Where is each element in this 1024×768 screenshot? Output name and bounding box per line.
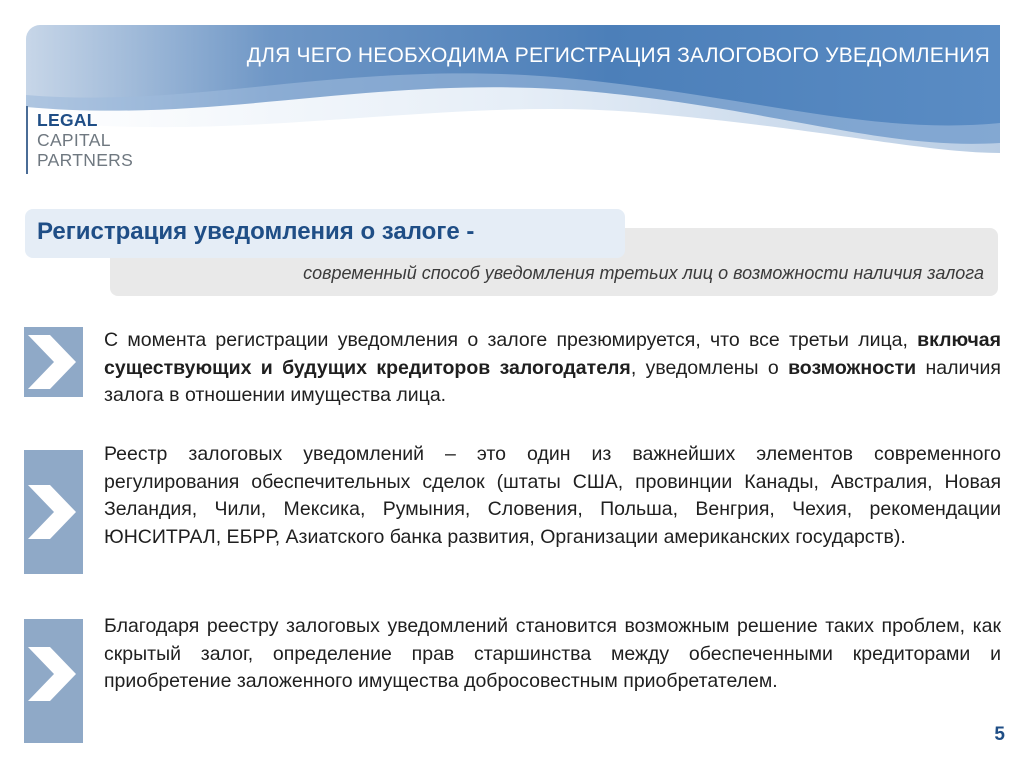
bullet-text-1: [104, 327, 1001, 410]
bullet-marker-1: [24, 327, 83, 397]
bullet-1-bold-creditors: включая существующих и будущих кредиторов залогодателя: [104, 329, 1001, 379]
chevron-right-icon: [24, 450, 83, 574]
section-tagline: современный способ уведомления третьих лиц о возможности наличия залога: [303, 263, 984, 283]
bullet-text-2: Реестр залоговых уведомлений – это один из важнейших элементов современного регулирования обеспечительных сделок (штаты США, провинции Канады, Австралия, Новая Зеландия, Чили, Мексика, Румыния, Словения, Польша, Венгрия, Чехия, рекомендации ЮНСИТРАЛ, ЕБРР, Азиатского банка развития, Организации американских государств).: [104, 443, 1001, 548]
logo-line-partners: PARTNERS: [37, 150, 134, 170]
logo-line-legal: LEGAL: [37, 110, 98, 130]
chevron-right-icon: [24, 619, 83, 743]
logo-line-capital: CAPITAL: [37, 130, 111, 150]
section-heading: Регистрация уведомления о залоге -: [37, 218, 475, 245]
bullet-marker-2: [24, 450, 83, 574]
slide-title: ДЛЯ ЧЕГО НЕОБХОДИМА РЕГИСТРАЦИЯ ЗАЛОГОВОГО УВЕДОМЛЕНИЯ: [246, 44, 990, 67]
bullet-marker-3: [24, 619, 83, 743]
bullet-1-text-part1: С момента регистрации уведомления о залоге презюмируется, что все третьи лица,: [104, 329, 918, 351]
chevron-right-icon: [24, 327, 83, 397]
bullet-text-3: Благодаря реестру залоговых уведомлений становится возможным решение таких проблем, как скрытый залог, определение прав старшинства между обеспеченными кредиторами и приобретение заложенного имущества добросовестным приобретателем.: [104, 615, 1001, 692]
bullet-1-bold-possibility: возможности: [788, 356, 917, 379]
bullet-1-text-part2: , уведомлены о: [630, 356, 789, 379]
bullet-1-text-part3: наличия залога в отношении имущества лица.: [104, 356, 1001, 406]
company-logo: [26, 106, 133, 174]
page-number: 5: [994, 724, 1005, 745]
